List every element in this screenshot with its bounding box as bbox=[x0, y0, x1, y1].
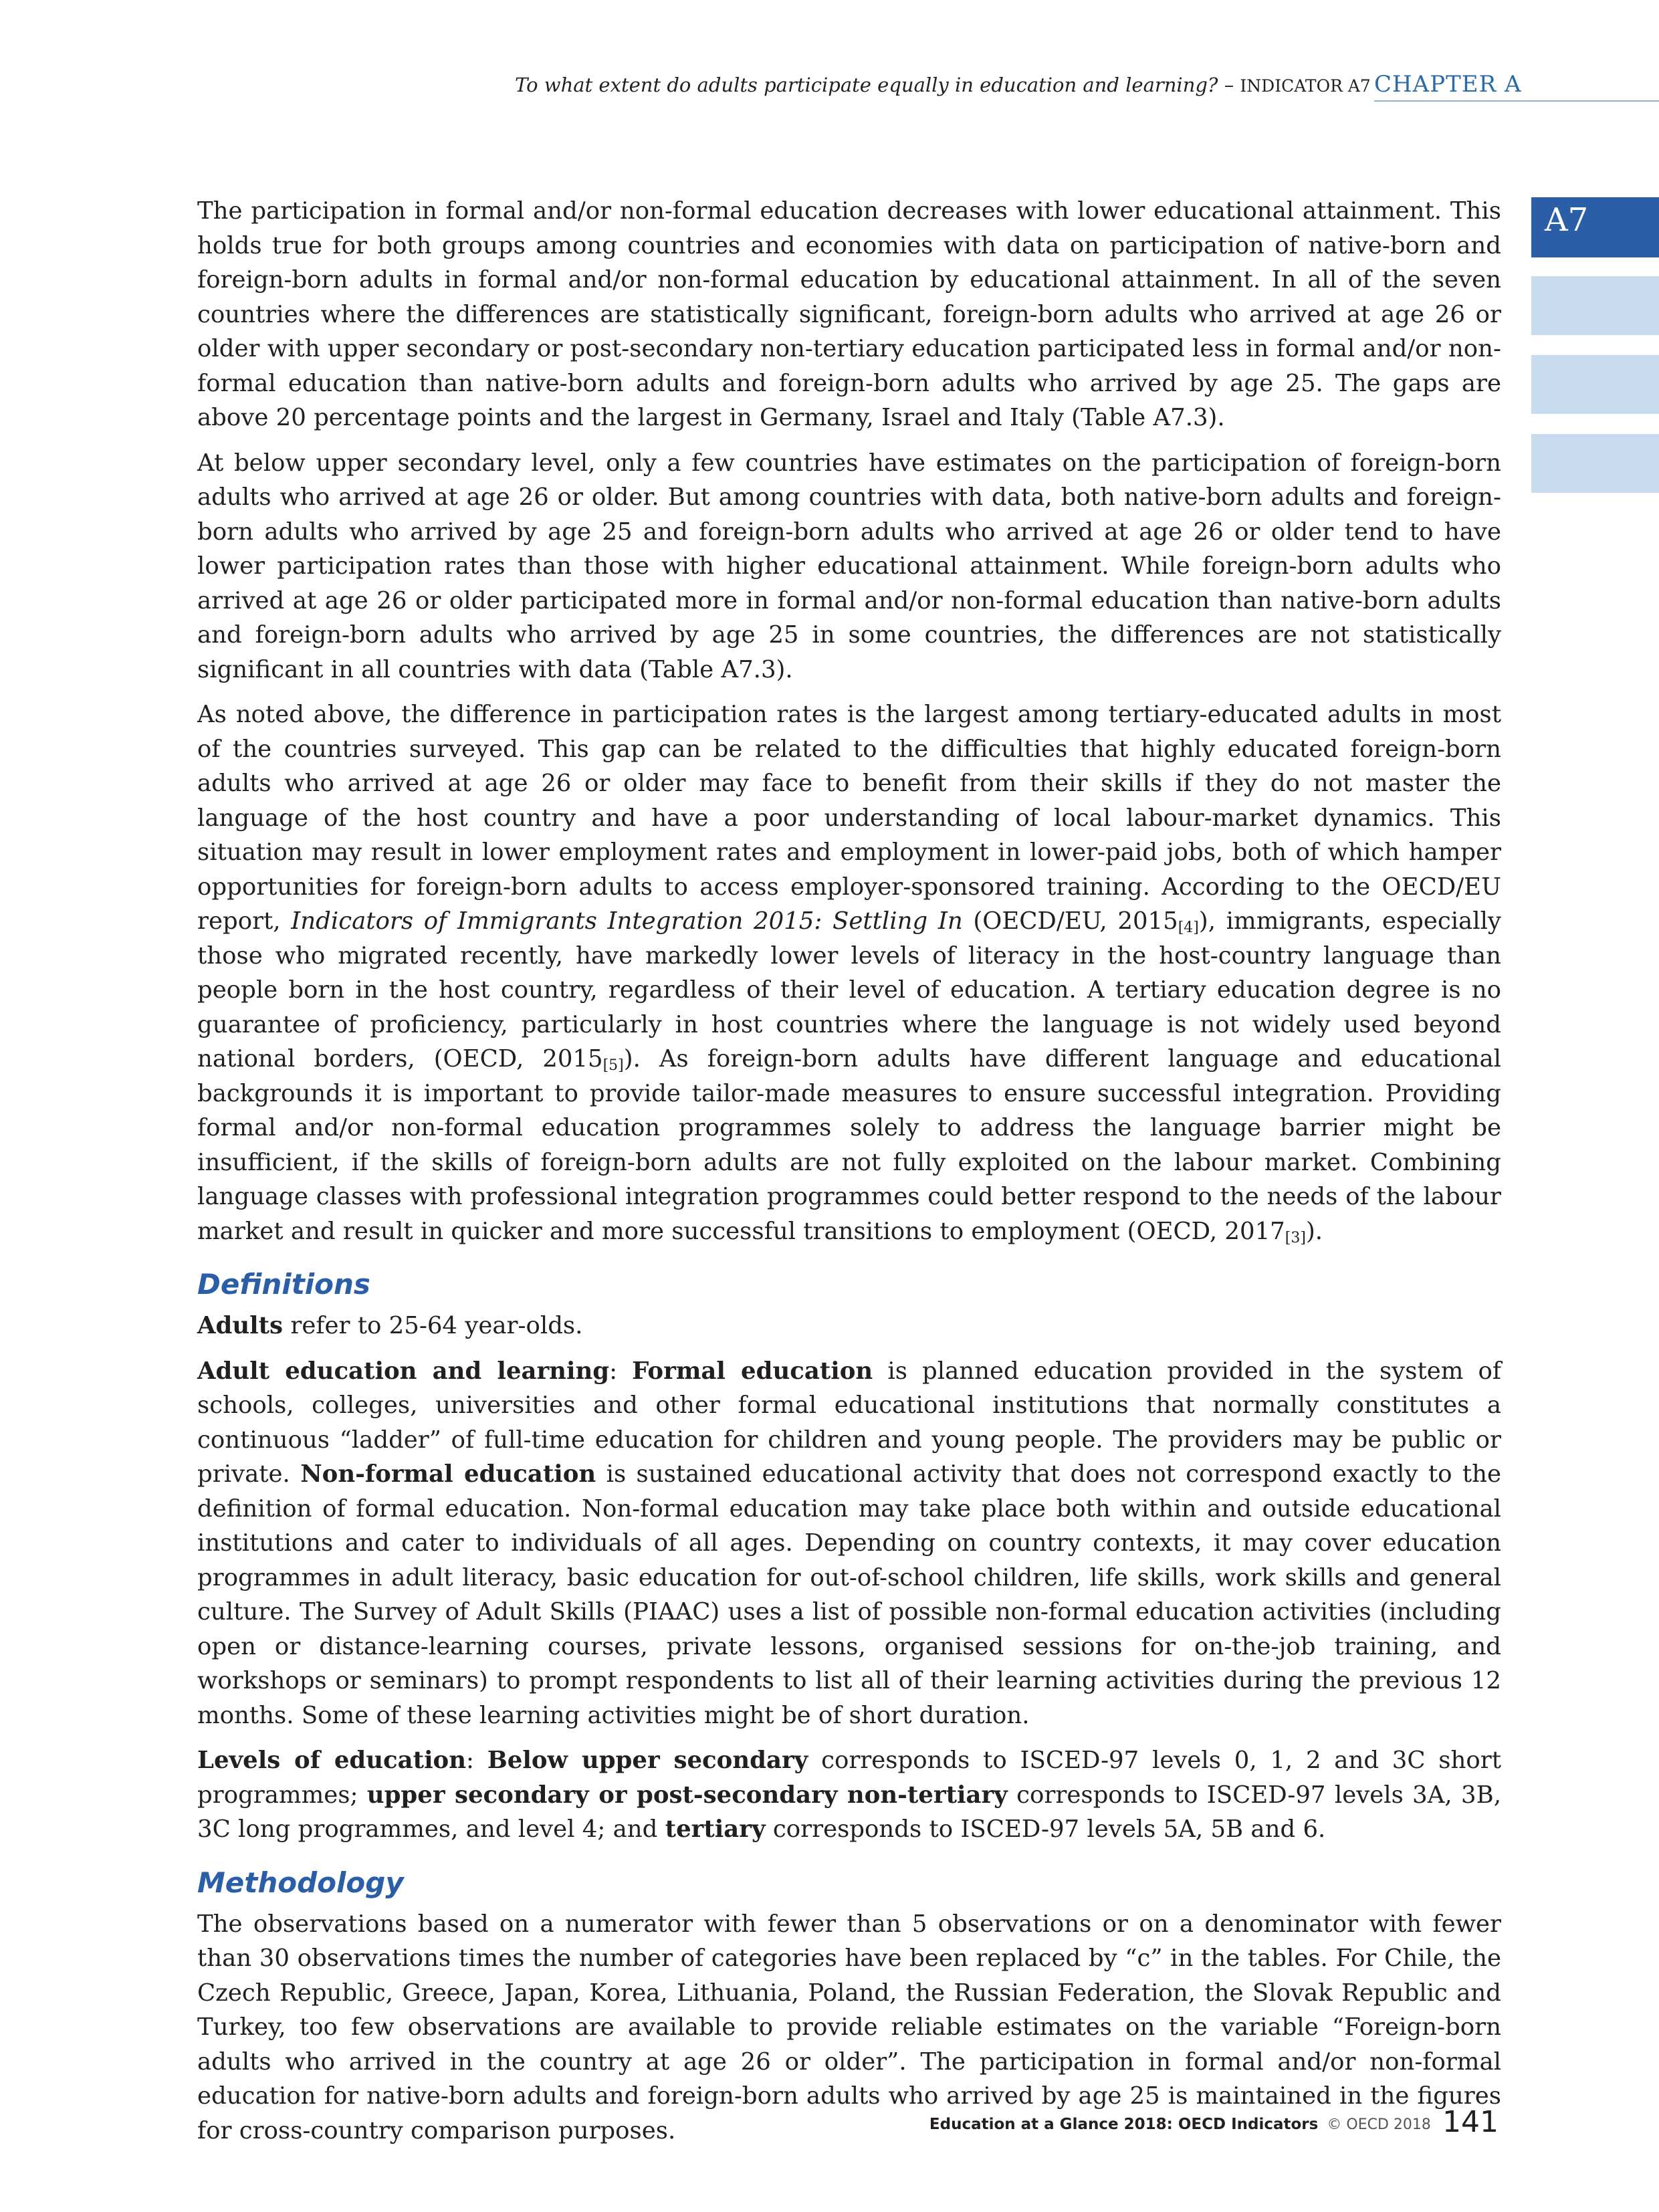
reference-marker: [5] bbox=[602, 1057, 624, 1074]
methodology-paragraph: The observations based on a numerator with fewer than 5 observations or on a denominator with fewer than 30 observations times the number of categories have been replaced by “c” in the tables. For Chile, the Czech Republic, Greece, Japan, Korea, Lithuania, Poland, the Russian Federation, the Slovak Republic and Turkey, too few observations are available to provide reliable estimates on the variable “Foreign-born adults who arrived in the country at age 26 or older”. The participation in formal and/or non-formal education for native-born adults and foreign-born adults who arrived by age 25 is maintained in the figures for cross-country comparison purposes. bbox=[197, 1910, 1501, 2144]
body-paragraph: The participation in formal and/or non-formal education decreases with lower educational attainment. This holds true for both groups among countries and economies with data on participation of native-born and foreign-born adults in formal and/or non-formal education by educational attainment. In all of the seven countries where the differences are statistically significant, foreign-born adults who arrived at age 26 or older with upper secondary or post-secondary non-tertiary education participated less in formal and/or non-formal education than native-born adults and foreign-born adults who arrived by age 25. The gaps are above 20 percentage points and the largest in Germany, Israel and Italy (Table A7.3). bbox=[197, 197, 1501, 431]
page-footer bbox=[929, 2105, 1499, 2139]
definition-levels-of-education: Levels of education: Below upper secondary corresponds to ISCED-97 levels 0, 1, 2 and 3C short programmes; upper secondary or post-secondary non-tertiary corresponds to ISCED-97 levels 3A, 3B, 3C long programmes, and level 4; and tertiary corresponds to ISCED-97 levels 5A, 5B and 6. bbox=[197, 1747, 1501, 1843]
body-paragraph: At below upper secondary level, only a few countries have estimates on the participation of foreign-born adults who arrived at age 26 or older. But among countries with data, both native-born adults and foreign-born adults who arrived by age 25 and foreign-born adults who arrived at age 26 or older tend to have lower participation rates than those with higher educational attainment. While foreign-born adults who arrived at age 26 or older participated more in formal and/or non-formal education than native-born adults and foreign-born adults who arrived by age 25 in some countries, the differences are not statistically significant in all countries with data (Table A7.3). bbox=[197, 449, 1501, 683]
header-rule bbox=[1374, 100, 1659, 102]
chapter-tab-a7: A7 bbox=[1531, 197, 1659, 257]
methodology-heading: Methodology bbox=[197, 1866, 404, 1899]
page-number: 141 bbox=[1442, 2105, 1499, 2139]
copyright: © OECD 2018 bbox=[1327, 2116, 1431, 2133]
reference-marker: [4] bbox=[1178, 919, 1199, 936]
reference-marker: [3] bbox=[1285, 1229, 1306, 1246]
chapter-tab-decor bbox=[1531, 276, 1659, 335]
definition-adults: Adults refer to 25-64 year-olds. bbox=[197, 1312, 583, 1339]
report-title: Indicators of Immigrants Integration 2015: Settling In bbox=[291, 907, 963, 935]
chapter-tab-decor bbox=[1531, 434, 1659, 493]
definitions-heading: Definitions bbox=[197, 1268, 370, 1301]
indicator-label: INDICATOR A7 bbox=[1240, 76, 1371, 96]
publication-title: Education at a Glance 2018: OECD Indicators bbox=[929, 2116, 1319, 2133]
main-content bbox=[197, 194, 1501, 2159]
chapter-tab-decor bbox=[1531, 355, 1659, 414]
body-paragraph: As noted above, the difference in participation rates is the largest among tertiary-educated adults in most of the countries surveyed. This gap can be related to the difficulties that highly educated foreign-born adults who arrived at age 26 or older may face to benefit from their skills if they do not master the language of the host country and have a poor understanding of local labour-market dynamics. This situation may result in lower employment rates and employment in lower-paid jobs, both of which hamper opportunities for foreign-born adults to access employer-sponsored training. According to the OECD/EU report, Indicators of Immigrants Integration 2015: Settling In (OECD/EU, $2015_{[4]}$), immigrants, especially those who migrated recently, have markedly lower levels of literacy in the host-country language than people born in the host country, regardless of their level of education. A tertiary education degree is no guarantee of proficiency, particularly in host countries where the language is not widely used beyond national borders, (OECD, $2015_{[5]}$). As foreign-born adults have different language and educational backgrounds it is important to provide tailor-made measures to ensure successful integration. Providing formal and/or non-formal education programmes solely to address the language barrier might be insufficient, if the skills of foreign-born adults are not fully exploited on the labour market. Combining language classes with professional integration programmes could better respond to the needs of the labour market and result in quicker and more successful transitions to employment (OECD, $2017_{[3]}$). bbox=[197, 701, 1501, 1246]
running-header-title: To what extent do adults participate equally in education and learning? – INDICATOR A7 bbox=[515, 74, 1371, 96]
definition-adult-education: Adult education and learning: Formal education is planned education provided in the system of schools, colleges, universities and other formal educational institutions that normally constitutes a continuous “ladder” of full-time education for children and young people. The providers may be public or private. Non-formal education is sustained educational activity that does not correspond exactly to the definition of formal education. Non-formal education may take place both within and outside educational institutions and cater to individuals of all ages. Depending on country contexts, it may cover education programmes in adult literacy, basic education for out-of-school children, life skills, work skills and general culture. The Survey of Adult Skills (PIAAC) uses a list of possible non-formal education activities (including open or distance-learning courses, private lessons, organised sessions for on-the-job training, and workshops or seminars) to prompt respondents to list all of their learning activities during the previous 12 months. Some of these learning activities might be of short duration. bbox=[197, 1357, 1501, 1729]
chapter-label: CHAPTER A bbox=[1374, 71, 1522, 98]
